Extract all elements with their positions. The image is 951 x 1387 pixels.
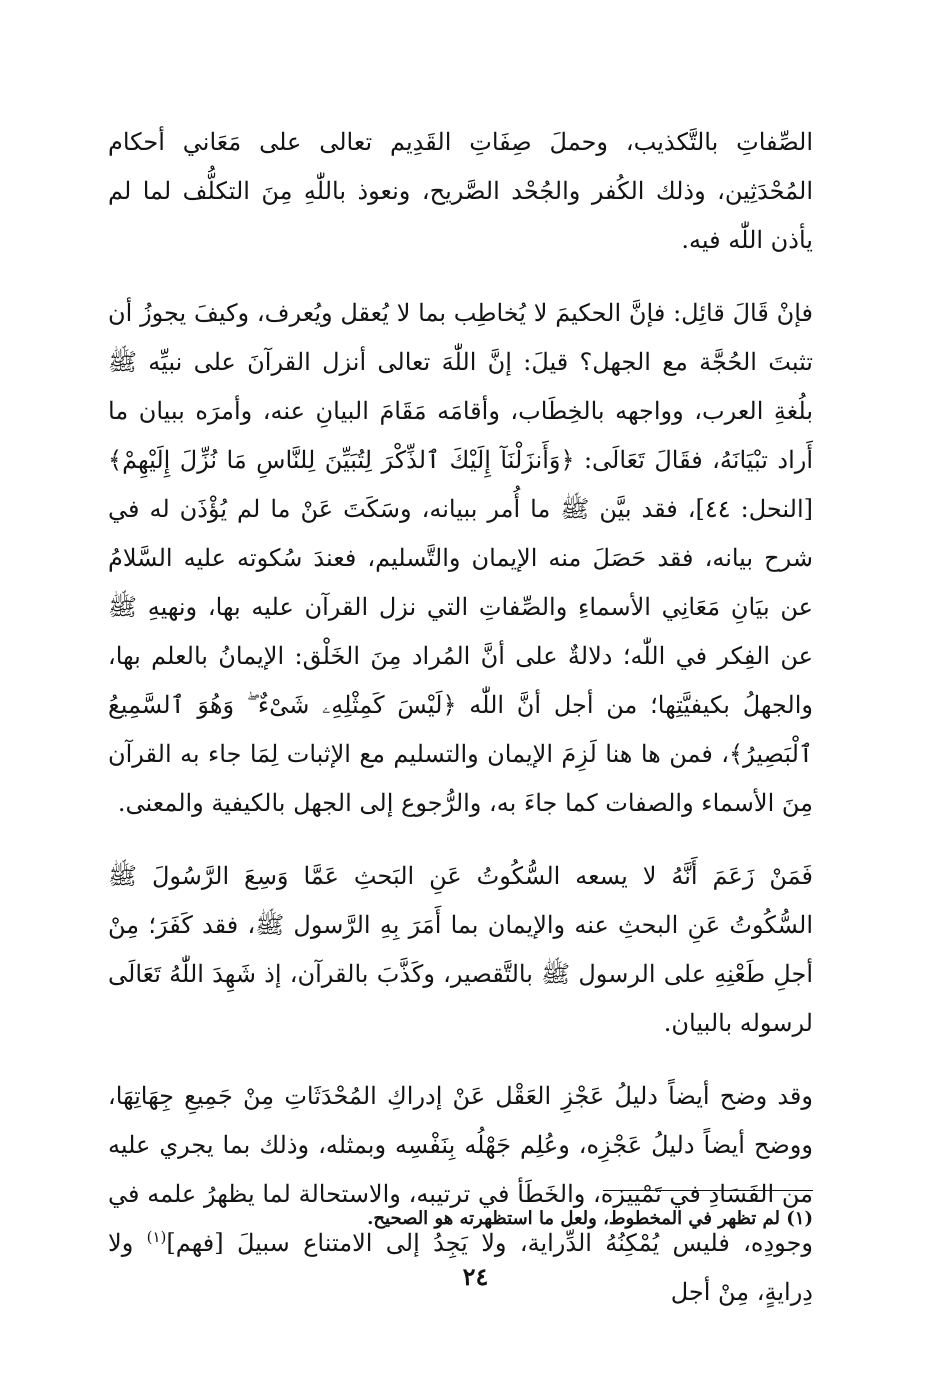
paragraph-4-text: وقد وضح أيضاً دليلُ عَجْزِ العَقْل عَنْ إدراكِ المُحْدَثَاتِ مِنْ جَمِيعِ جِهَاتِهَا، ووضح أيضاً دليلُ عَجْزِه، وعُلِم جَهْلُه بِنَفْسِه وبمثله، وذلك بما يجري عليه من الفَسَادِ في تَمْييزه، والخَطَأ في ترتيبه، والاستحالة لما يظهرُ علمه في وجودِه، فليس يُمْكِنُهُ الدِّراية، ولا يَجِدُ إلى الامتناع سبيلَ [فهم] — [108, 1082, 813, 1257]
paragraph-2: فإنْ قَالَ قائِل: فإنَّ الحكيمَ لا يُخاطِب بما لا يُعقل ويُعرف، وكيفَ يجوزُ أن تثبتَ الحُجَّة مع الجهل؟ قيلَ: إنَّ اللّٰهَ تعالى أنزل القرآنَ على نبيِّه ﷺ بلُغةِ العرب، وواجهه بالخِطَاب، وأقامَه مَقَامَ البيانِ عنه، وأمرَه ببيان ما أَراد تبْيَانَهُ، فقَالَ تَعَالَى: ﴿وَأَنزَلْنَآ إِلَيْكَ ٱلذِّكْرَ لِتُبَيِّنَ لِلنَّاسِ مَا نُزِّلَ إِلَيْهِمْ﴾ [النحل: ٤٤]، فقد بيَّن ﷺ ما أُمر ببيانه، وسَكَتَ عَنْ ما لم يُؤْذَن له في شرح بيانه، فقد حَصَلَ منه الإيمان والتَّسليم، فعندَ سُكوته عليه السَّلامُ عن بيَانِ مَعَانِي الأسماءِ والصِّفاتِ التي نزل القرآن عليه بها، ونهيهِ ﷺ عن الفِكر في اللّٰه؛ دلالةٌ على أنَّ المُراد مِنَ الخَلْق: الإيمانُ بالعلم بها، والجهلُ بكيفيَّتِها؛ من أجل أنَّ اللّٰه ﴿لَيْسَ كَمِثْلِهِۦ شَىْءٌ ۖ وَهُوَ ٱلسَّمِيعُ ٱلْبَصِيرُ﴾، فمن ها هنا لَزِمَ الإيمان والتسليم مع الإثبات لِمَا جاء به القرآن مِنَ الأسماء والصفات كما جاءَ به، والرُّجوع إلى الجهل بالكيفية والمعنى. — [108, 299, 813, 817]
footnote-separator — [603, 1190, 813, 1191]
paragraph-4-tail: ولا دِرايةٍ، مِنْ أجل — [108, 1229, 813, 1306]
footnote: (١) لم تظهر في المخطوط، ولعل ما استظهرته هو الصحيح. — [367, 1208, 813, 1229]
main-text — [108, 118, 813, 1317]
paragraph-1: الصِّفاتِ بالتَّكذيب، وحملَ صِفَاتِ القَدِيم تعالى على مَعَاني أحكام المُحْدَثِين، وذلك الكُفر والجُحْد الصَّريح، ونعوذ باللّٰهِ مِنَ التكلُّف لما لم يأذن اللّٰه فيه. — [108, 128, 813, 254]
footnote-reference-mark: (١) — [146, 1228, 167, 1246]
page-number: ٢٤ — [462, 1262, 489, 1291]
paragraph-3: فَمَنْ زَعَمَ أَنَّهُ لا يسعه السُّكُوتُ عَنِ البَحثِ عَمَّا وَسِعَ الرَّسُولَ ﷺ السُّكُوتُ عَنِ البحثِ عنه والإيمان بما أَمَرَ بِهِ الرَّسول ﷺ، فقد كَفَرَ؛ مِنْ أجلِ طَعْنِهِ على الرسول ﷺ بالتَّقصير، وكَذَّبَ بالقرآن، إذ شَهِدَ اللّٰهُ تَعَالَى لرسوله بالبيان. — [108, 862, 813, 1037]
